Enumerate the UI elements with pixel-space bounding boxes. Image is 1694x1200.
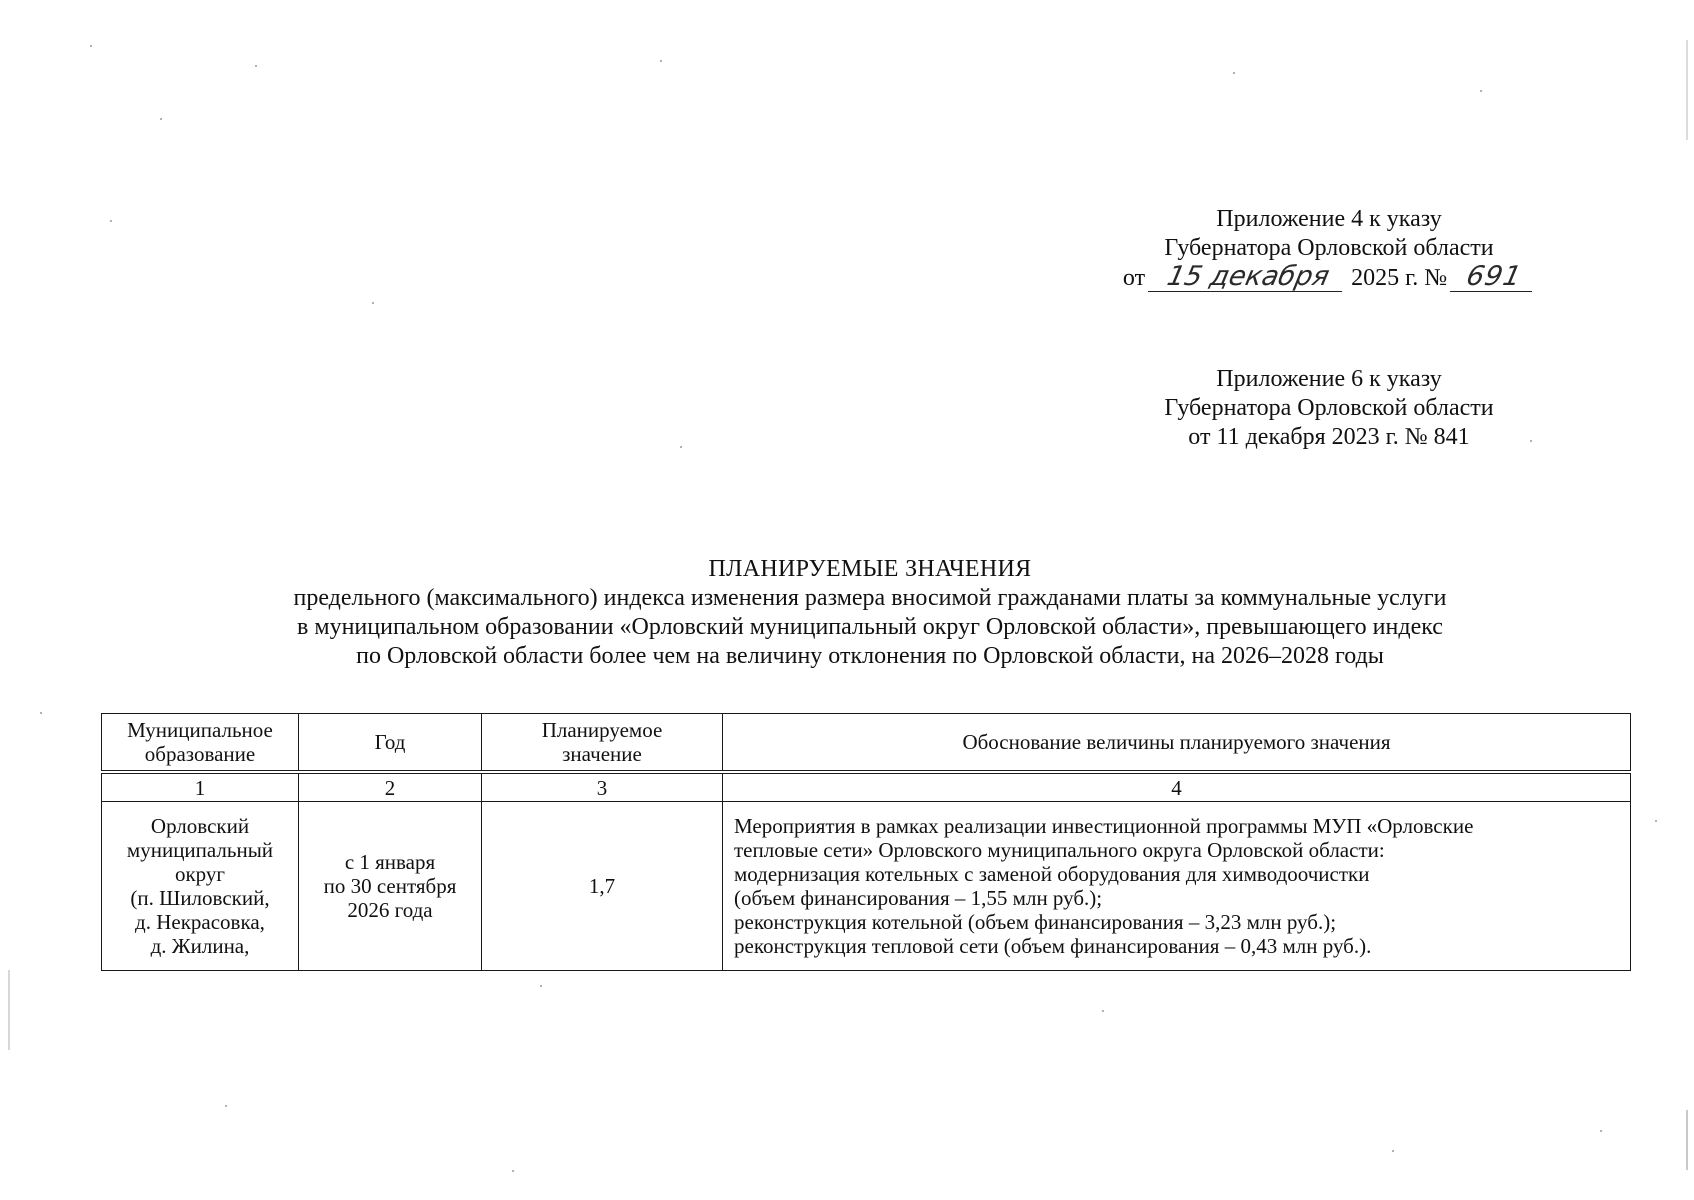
scan-speck [512, 1170, 514, 1172]
document-subtitle-line-3: по Орловской области более чем на величину отклонения по Орловской области, на 2026–2028 годы [356, 643, 1384, 669]
attachment-6-line-2: Губернатора Орловской области [1164, 395, 1494, 421]
scan-speck [225, 1105, 227, 1107]
scan-edge-mark [1686, 40, 1688, 140]
attachment-6-line-1: Приложение 6 к указу [1216, 366, 1442, 392]
attachment-4-date-line [1099, 263, 1559, 293]
column-number: 2 [299, 772, 482, 802]
cell-year: с 1 января по 30 сентября 2026 года [299, 802, 482, 971]
scan-speck [660, 60, 662, 62]
document-title-block [100, 555, 1640, 671]
cell-municipality: Орловский муниципальный округ (п. Шиловский, д. Некрасовка, д. Жилина, [102, 802, 299, 971]
column-number: 3 [482, 772, 723, 802]
header-justification: Обоснование величины планируемого значения [723, 714, 1631, 773]
scan-left-mark [8, 970, 10, 1050]
document-subtitle-line-2: в муниципальном образовании «Орловский муниципальный округ Орловской области», превышающего индекс [297, 614, 1443, 640]
date-prefix: от [1122, 265, 1146, 291]
header-planned-value: Планируемое значение [482, 714, 723, 773]
attachment-4-line-2: Губернатора Орловской области [1164, 235, 1494, 261]
scan-speck [110, 220, 112, 222]
attachment-6-block [1099, 365, 1559, 452]
scan-speck [1655, 820, 1657, 822]
scan-speck [1233, 72, 1235, 74]
column-number: 1 [102, 772, 299, 802]
table-column-numbers-row [102, 772, 1631, 802]
decree-year-text: 2025 г. № [1351, 265, 1448, 291]
document-subtitle-line-1: предельного (максимального) индекса изменения размера вносимой гражданами платы за коммунальные услуги [293, 585, 1447, 611]
scan-speck [255, 65, 257, 67]
cell-justification: Мероприятия в рамках реализации инвестиционной программы МУП «Орловские тепловые сети» Орловского муниципального округа Орловской области: модернизация котельных с заменой оборудования для химводоочистки (объем финансирования – 1,55 млн руб.); реконструкция котельной (объем финансирования – 3,23 млн руб.); реконструкция тепловой сети (объем финансирования – 0,43 млн руб.). [723, 802, 1631, 971]
scan-speck [160, 118, 162, 120]
attachment-4-block [1099, 205, 1559, 293]
scan-speck [90, 45, 92, 47]
attachment-4-line-1: Приложение 4 к указу [1216, 206, 1442, 232]
scan-speck [40, 712, 42, 714]
attachment-6-line-3: от 11 декабря 2023 г. № 841 [1188, 424, 1470, 450]
planned-values-table [101, 713, 1631, 971]
table-header-row [102, 714, 1631, 773]
handwritten-date: 15 декабря [1148, 263, 1348, 292]
scan-edge-mark-lower [1686, 1110, 1688, 1170]
table-row [102, 802, 1631, 971]
scan-speck [1600, 1130, 1602, 1132]
header-municipality: Муниципальное образование [102, 714, 299, 773]
scan-speck [372, 302, 374, 304]
cell-planned-value: 1,7 [482, 802, 723, 971]
document-heading: ПЛАНИРУЕМЫЕ ЗНАЧЕНИЯ [708, 556, 1032, 582]
scan-speck [680, 446, 682, 448]
scan-speck [540, 985, 542, 987]
scan-speck [1102, 1010, 1104, 1012]
handwritten-decree-number: 691 [1450, 263, 1538, 292]
header-year: Год [299, 714, 482, 773]
scan-speck [1480, 90, 1482, 92]
scan-speck [1392, 1150, 1394, 1152]
column-number: 4 [723, 772, 1631, 802]
